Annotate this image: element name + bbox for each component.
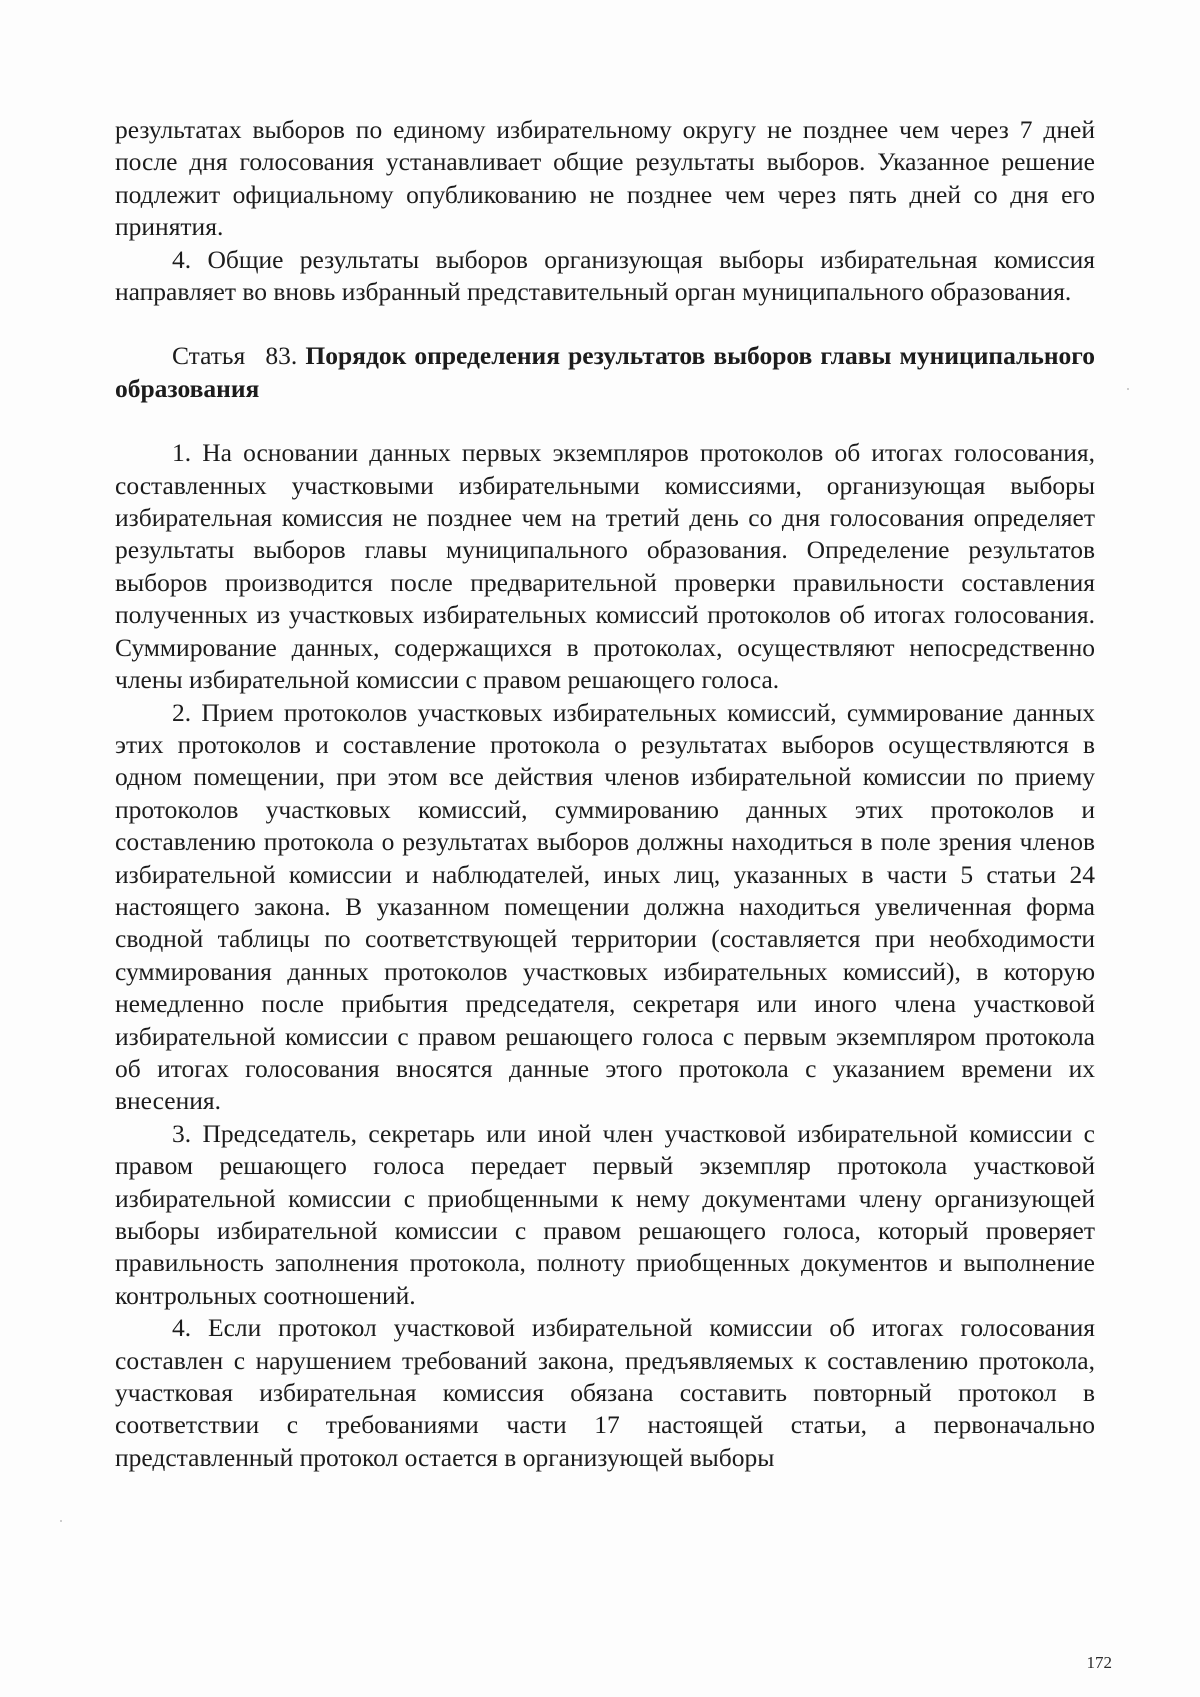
spacer [115,308,1095,340]
document-body [115,114,1095,1474]
paragraph-item-4: 4. Общие результаты выборов организующая выборы избирательная комиссия направляет во вновь избранный представительный орган муниципального образования. [115,244,1095,307]
paragraph-continuation: результатах выборов по единому избирательному округу не позднее чем через 7 дней после дня голосования устанавливает общие результаты выборов. Указанное решение подлежит официальному опубликованию не позднее чем через пять дней со дня его принятия. [115,115,1095,242]
spacer [115,405,1095,437]
article-title: Порядок определения результатов выборов главы муниципального образования [115,341,1095,403]
article-label: Статья 83. [172,341,298,371]
scan-speck [1127,388,1129,390]
article-heading [115,340,1095,405]
paragraph-item-4-article: 4. Если протокол участковой избирательной комиссии об итогах голосования составлен с нарушением требований закона, предъявляемых к составлению протокола, участковая избирательная комиссия обязана составить повторный протокол в соответствии с требованиями части 17 настоящей статьи, а первоначально представленный протокол остается в организующей выборы [115,1313,1095,1472]
scan-speck [60,1520,62,1522]
paragraph-item-2: 2. Прием протоколов участковых избирательных комиссий, суммирование данных этих протоколов и составление протокола о результатах выборов осуществляются в одном помещении, при этом все действия членов избирательной комиссии по приему протоколов участковых комиссий, суммированию данных этих протоколов и составлению протокола о результатах выборов должны находиться в поле зрения членов избирательной комиссии и наблюдателей, иных лиц, указанных в части 5 статьи 24 настоящего закона. В указанном помещении должна находиться увеличенная форма сводной таблицы по соответствующей территории (составляется при необходимости суммирования данных протоколов участковых избирательных комиссий), в которую немедленно после прибытия председателя, секретаря или иного члена участковой избирательной комиссии с правом решающего голоса с первым экземпляром протокола об итогах голосования вносятся данные этого протокола с указанием времени их внесения. [115,697,1095,1116]
paragraph-item-1: 1. На основании данных первых экземпляров протоколов об итогах голосования, составленных участковыми избирательными комиссиями, организующая выборы избирательная комиссия не позднее чем на третий день со дня голосования определяет результаты выборов главы муниципального образования. Определение результатов выборов производится после предварительной проверки правильности составления полученных из участковых избирательных комиссий протоколов об итогах голосования. Суммирование данных, содержащихся в протоколах, осуществляют непосредственно члены избирательной комиссии с правом решающего голоса. [115,438,1095,695]
page-number: 172 [1086,1653,1112,1672]
paragraph-item-3: 3. Председатель, секретарь или иной член участковой избирательной комиссии с правом решающего голоса передает первый экземпляр протокола участковой избирательной комиссии с приобщенными к нему документами члену организующей выборы избирательной комиссии с правом решающего голоса, который проверяет правильность заполнения протокола, полноту приобщенных документов и выполнение контрольных соотношений. [115,1118,1095,1310]
